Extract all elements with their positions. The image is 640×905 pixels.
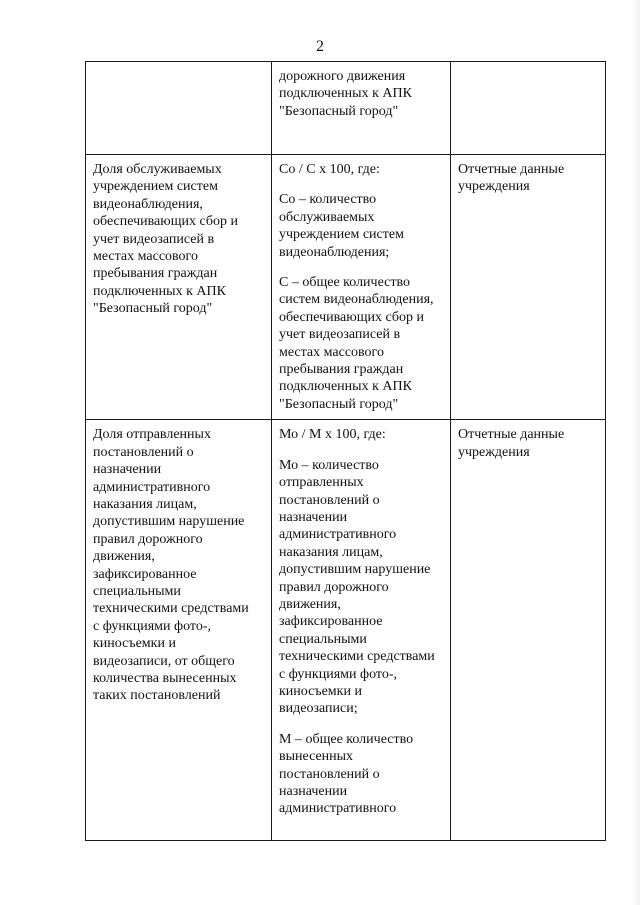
cell-text-line: Со / С х 100, где:: [279, 162, 380, 177]
cell-text-line: С – общее количество: [279, 275, 411, 291]
cell-paragraph: [93, 426, 266, 705]
cell-text-line: М – общее количество: [279, 731, 414, 747]
cell-text-line: Отчетные данные: [458, 162, 565, 177]
cell-paragraph: [93, 161, 266, 318]
cell-paragraph: [279, 731, 445, 818]
cell-text-line: систем видеонаблюдения,: [279, 292, 434, 308]
cell-text-line: зафиксированное: [279, 614, 383, 630]
cell-text-line: "Безопасный город": [279, 103, 399, 119]
cell-paragraph: [458, 426, 600, 461]
cell-text-line: назначении: [279, 509, 348, 525]
cell-text-line: подключенных к АПК: [93, 283, 226, 299]
cell-text-line: правил дорожного: [279, 579, 389, 595]
cell-text-line: Мо / М х 100, где:: [279, 427, 386, 443]
cell-paragraph: [279, 191, 445, 261]
table-row: [86, 62, 606, 155]
cell-text-line: обслуживаемых: [279, 209, 375, 225]
formula-cell: [272, 155, 451, 420]
cell-text-line: "Безопасный город": [279, 396, 399, 412]
cell-text-line: административного: [93, 479, 211, 495]
cell-text-line: административного: [279, 527, 397, 543]
cell-text-line: правил дорожного: [93, 531, 203, 547]
cell-text-line: учреждением систем: [93, 179, 218, 195]
cell-text-line: пребывания граждан: [279, 362, 404, 378]
cell-text-line: местах массового: [279, 344, 384, 360]
cell-text-line: учреждением систем: [279, 227, 404, 243]
cell-text-line: киносъемки и: [93, 636, 176, 652]
cell-text-line: Доля отправленных: [93, 427, 211, 443]
cell-text-line: учреждения: [458, 444, 530, 460]
indicator-name-cell: [86, 155, 272, 420]
page-number: 2: [316, 38, 324, 55]
cell-text-line: "Безопасный город": [93, 301, 213, 317]
data-source-cell: [451, 155, 606, 420]
cell-paragraph: [279, 457, 445, 718]
cell-text-line: учет видеозаписей в: [279, 327, 401, 343]
cell-text-line: специальными: [93, 583, 181, 599]
cell-text-line: административного: [279, 801, 397, 817]
cell-paragraph: [279, 68, 445, 120]
cell-text-line: Доля обслуживаемых: [93, 162, 222, 177]
cell-text-line: таких постановлений: [93, 688, 221, 704]
cell-text-line: учет видеозаписей в: [93, 231, 215, 247]
cell-text-line: дорожного движения: [279, 69, 406, 84]
cell-text-line: назначении: [93, 462, 162, 478]
cell-text-line: техническими средствами: [279, 649, 435, 665]
cell-text-line: назначении: [279, 784, 348, 799]
cell-text-line: Со – количество: [279, 192, 377, 208]
indicator-table: [85, 61, 606, 841]
cell-text-line: видеонаблюдения,: [93, 196, 203, 212]
cell-text-line: специальными: [279, 631, 367, 647]
data-source-cell: [451, 420, 606, 841]
cell-text-line: допустившим нарушение: [279, 562, 431, 578]
cell-text-line: учреждения: [458, 179, 530, 195]
cell-text-line: наказания лицам,: [279, 544, 383, 560]
cell-text-line: допустившим нарушение: [93, 514, 245, 530]
cell-text-line: обеспечивающих сбор и: [279, 309, 424, 325]
cell-text-line: видеозаписи;: [279, 701, 358, 717]
formula-cell: [272, 420, 451, 841]
cell-text-line: подключенных к АПК: [279, 86, 412, 102]
cell-text-line: местах массового: [93, 249, 198, 265]
cell-text-line: с функциями фото-,: [93, 618, 211, 634]
cell-paragraph: [279, 161, 445, 178]
data-source-cell: [451, 62, 606, 155]
cell-text-line: обеспечивающих сбор и: [93, 214, 238, 230]
scan-edge: [632, 0, 640, 905]
cell-text-line: движения,: [279, 596, 341, 612]
cell-text-line: Отчетные данные: [458, 427, 565, 443]
cell-text-line: видеозаписи, от общего: [93, 653, 235, 669]
cell-text-line: киносъемки и: [279, 683, 362, 699]
cell-text-line: отправленных: [279, 475, 364, 491]
table-row: [86, 420, 606, 841]
cell-text-line: постановлений о: [279, 766, 380, 782]
cell-paragraph: [279, 426, 445, 443]
cell-text-line: с функциями фото-,: [279, 666, 397, 682]
cell-text-line: наказания лицам,: [93, 496, 197, 512]
cell-text-line: вынесенных: [279, 749, 354, 765]
cell-text-line: Мо – количество: [279, 457, 379, 473]
cell-text-line: постановлений о: [93, 444, 194, 460]
cell-text-line: количества вынесенных: [93, 670, 237, 686]
formula-cell: [272, 62, 451, 155]
table-row: [86, 155, 606, 420]
indicator-name-cell: [86, 420, 272, 841]
cell-text-line: постановлений о: [279, 492, 380, 508]
indicator-name-cell: [86, 62, 272, 155]
cell-text-line: видеонаблюдения;: [279, 244, 390, 260]
cell-text-line: движения,: [93, 549, 155, 565]
cell-text-line: техническими средствами: [93, 601, 249, 617]
cell-paragraph: [279, 274, 445, 413]
cell-paragraph: [458, 161, 600, 196]
cell-text-line: пребывания граждан: [93, 266, 218, 282]
cell-text-line: зафиксированное: [93, 566, 197, 582]
cell-text-line: подключенных к АПК: [279, 379, 412, 395]
